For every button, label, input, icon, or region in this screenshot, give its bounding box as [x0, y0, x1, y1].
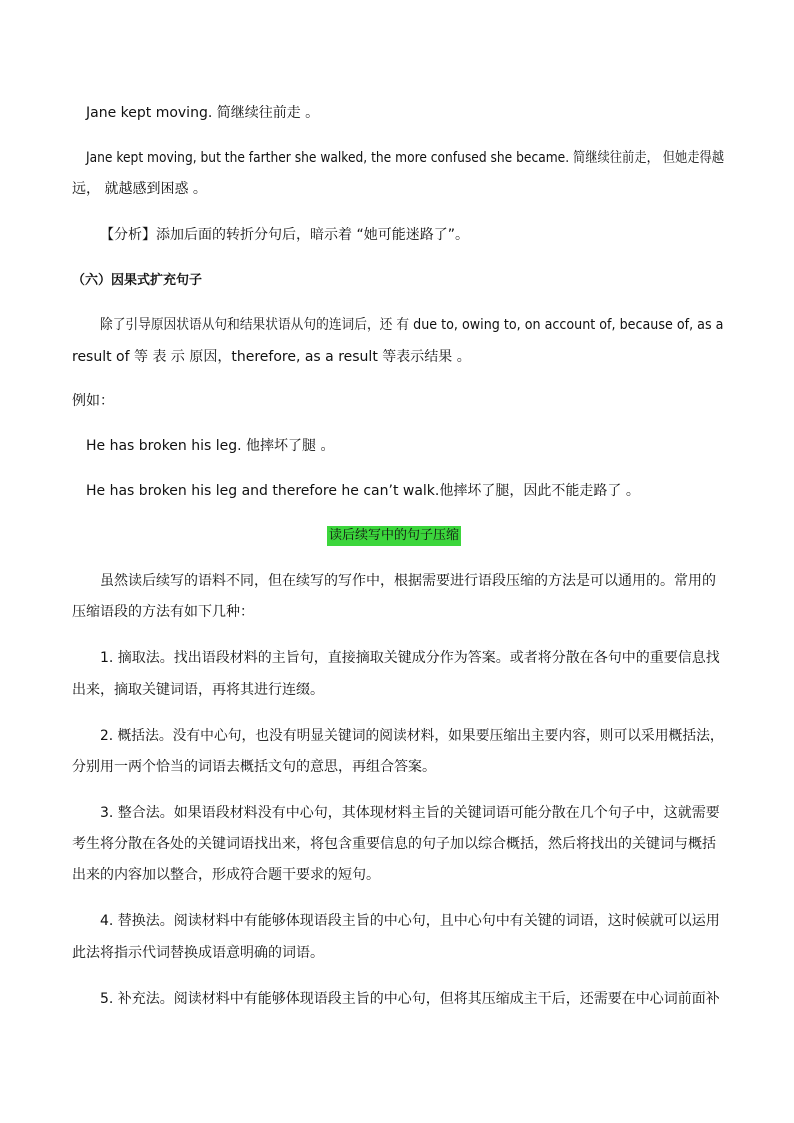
method1-line2: 出来，摘取关键词语，再将其进行连缀。 [72, 682, 324, 698]
example-line-jane-long-cont: 远， 就越感到困惑 。 [72, 181, 207, 197]
analysis-note: 【分析】添加后面的转折分句后，暗示着 “她可能迷路了”。 [100, 227, 469, 243]
section-title-sentence-compression: 读后续写中的句子压缩 [327, 526, 461, 546]
method2-line1: 2. 概括法。没有中心句，也没有明显关键词的阅读材料，如果要压缩出主要内容，则可以采用概括法， [100, 728, 724, 744]
cause-effect-paragraph-line2: result of 等 表 示 原因，therefore, as a result 等表示结果 。 [72, 349, 471, 365]
example-label: 例如： [72, 393, 114, 409]
intro-paragraph-line2: 压缩语段的方法有如下几种： [72, 604, 254, 620]
example-line-leg-long: He has broken his leg and therefore he can’t walk.他摔坏了腿，因此不能走路了 。 [86, 483, 640, 499]
example-line-jane-long: Jane kept moving, but the farther she walked, the more confused she became. 简继续往前走， 但她走得越 [86, 150, 725, 166]
example-line-jane-short: Jane kept moving. 简继续往前走 。 [86, 105, 320, 121]
example-line-leg-short: He has broken his leg. 他摔坏了腿 。 [86, 438, 335, 454]
method4-line1: 4. 替换法。阅读材料中有能够体现语段主旨的中心句，且中心句中有关键的词语，这时候就可以运用 [100, 913, 720, 929]
cause-effect-paragraph-line1: 除了引导原因状语从句和结果状语从句的连词后，还 有 due to, owing to, on account of, because of, as a [100, 317, 724, 333]
method4-line2: 此法将指示代词替换成语意明确的词语。 [72, 945, 324, 961]
method5-line1: 5. 补充法。阅读材料中有能够体现语段主旨的中心句，但将其压缩成主干后，还需要在中心词前面补 [100, 991, 720, 1007]
section-heading-cause-effect: （六）因果式扩充句子 [72, 273, 203, 288]
method2-line2: 分别用一两个恰当的词语去概括文句的意思，再组合答案。 [72, 759, 436, 775]
method3-line1: 3. 整合法。如果语段材料没有中心句，其体现材料主旨的关键词语可能分散在几个句子中，这就需要 [100, 805, 720, 821]
method3-line2: 考生将分散在各处的关键词语找出来，将包含重要信息的句子加以综合概括，然后将找出的关键词与概括 [72, 836, 716, 852]
intro-paragraph-line1: 虽然读后续写的语料不同，但在续写的写作中，根据需要进行语段压缩的方法是可以通用的。常用的 [100, 573, 716, 589]
method3-line3: 出来的内容加以整合，形成符合题干要求的短句。 [72, 867, 380, 883]
method1-line1: 1. 摘取法。找出语段材料的主旨句，直接摘取关键成分作为答案。或者将分散在各句中的重要信息找 [100, 650, 720, 666]
